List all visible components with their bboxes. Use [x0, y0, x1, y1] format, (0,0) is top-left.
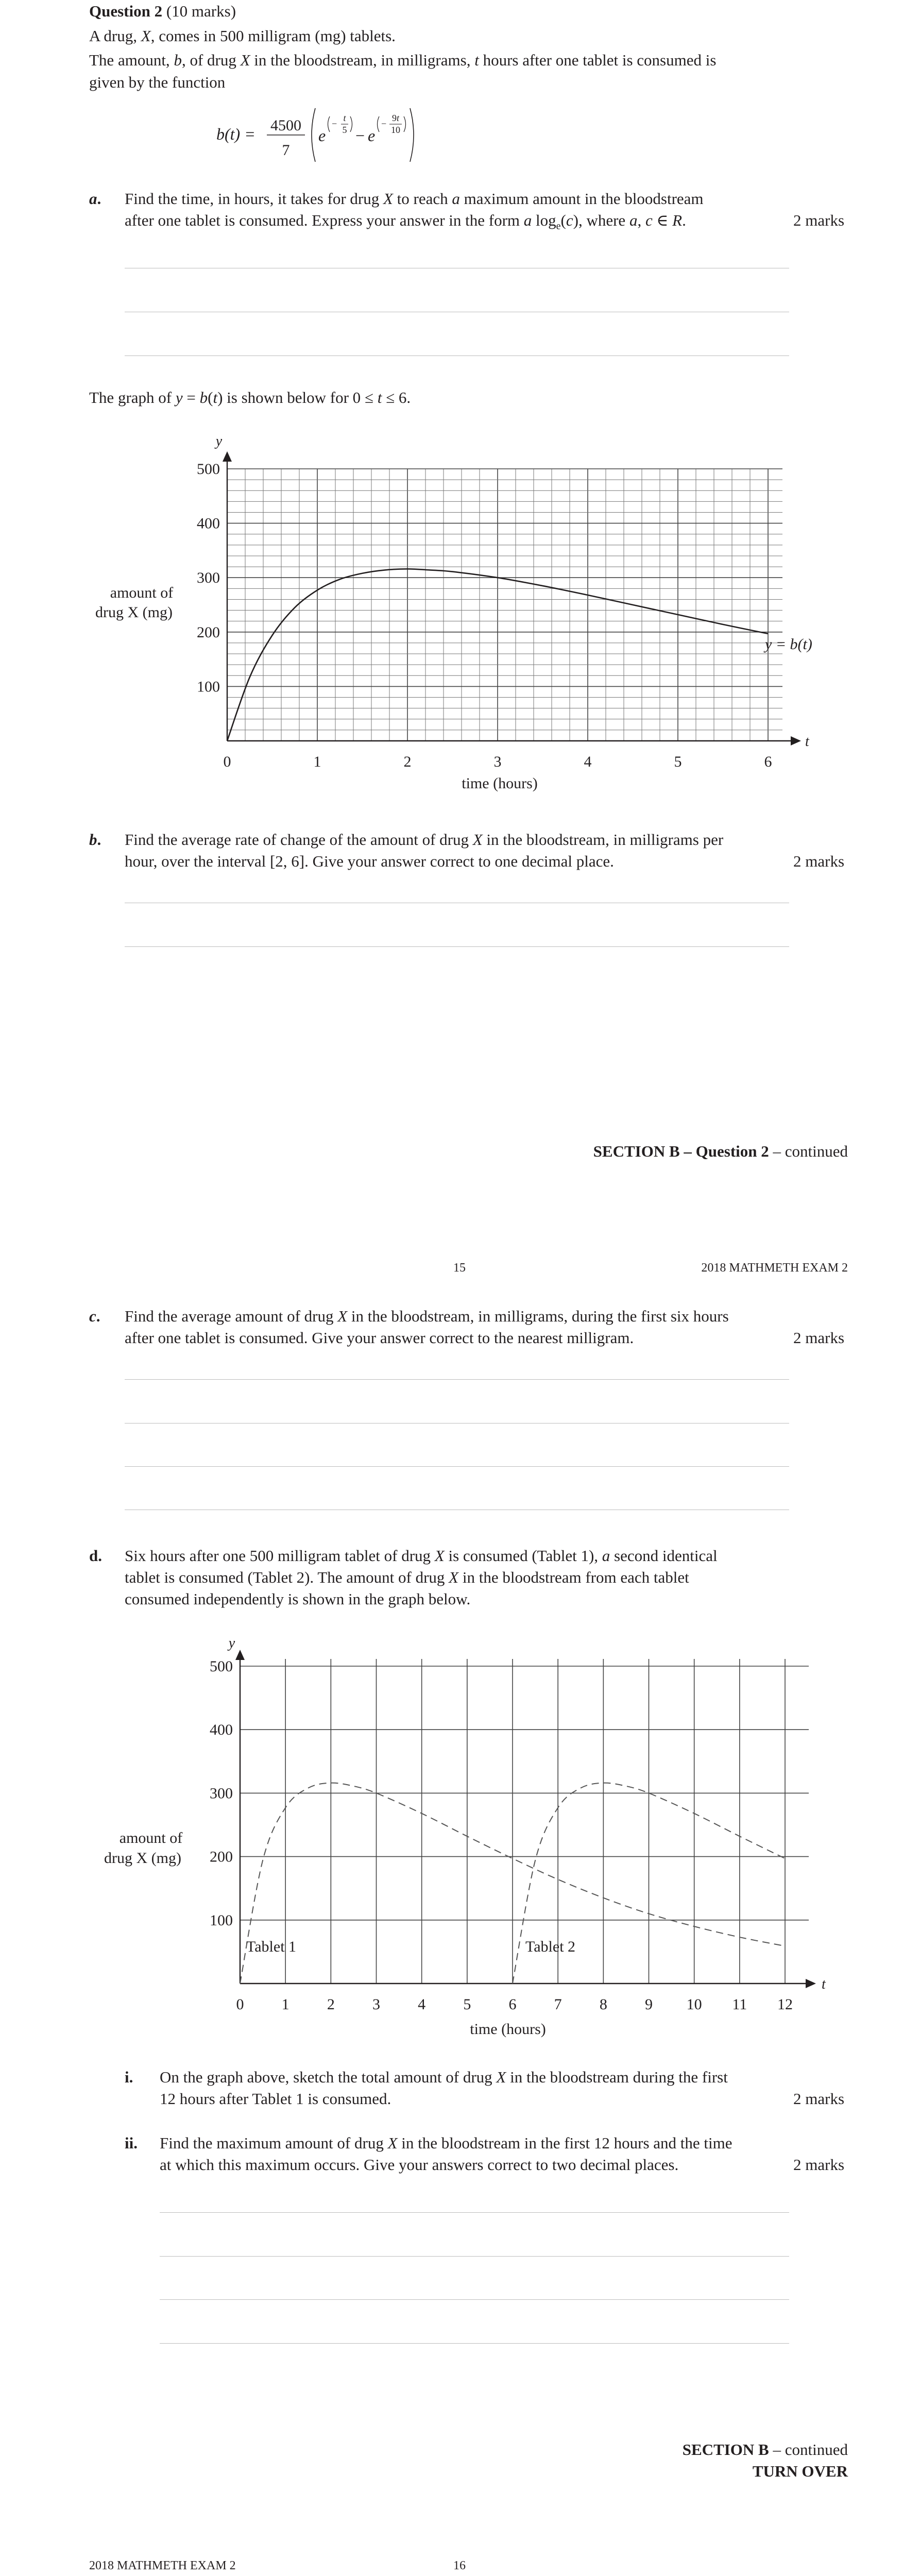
- formula-numerator: 4500: [270, 117, 301, 134]
- x-tick-label: 5: [674, 753, 682, 770]
- function-formula: [216, 101, 433, 168]
- section-continued-1: SECTION B – Question 2 – continued: [593, 1142, 848, 1160]
- graph-caption: The graph of y = b(t) is shown below for 0 ≤ t ≤ 6.: [89, 388, 411, 406]
- part-b-marks: 2 marks: [793, 852, 845, 870]
- intro-line-2: The amount, b, of drug X in the bloodstream, in milligrams, t hours after one tablet is consumed is: [89, 51, 717, 69]
- part-c-marks: 2 marks: [793, 1329, 845, 1347]
- y-axis-arrow-icon: [223, 451, 232, 462]
- x-tick-label: 3: [372, 1996, 380, 2013]
- answer-line[interactable]: [125, 946, 789, 947]
- formula-e2: e: [368, 126, 376, 145]
- formula-denominator: 7: [282, 142, 290, 159]
- t-axis-arrow-icon: [806, 1979, 816, 1988]
- part-a-line-1: Find the time, in hours, it takes for drug X to reach a maximum amount in the bloodstream: [125, 190, 704, 208]
- answer-line[interactable]: [125, 355, 789, 356]
- y-tick-label: 400: [210, 1721, 233, 1739]
- part-d-i-marks: 2 marks: [793, 2090, 845, 2108]
- intro-line-3: given by the function: [89, 73, 226, 91]
- graph-one-grid: [227, 469, 782, 741]
- intro-line-1: A drug, X, comes in 500 milligram (mg) tablets.: [89, 27, 396, 45]
- part-b-line-2: hour, over the interval [2, 6]. Give your answer correct to one decimal place.: [125, 852, 614, 870]
- answer-line[interactable]: [125, 1379, 789, 1380]
- part-d-ii-line-2: at which this maximum occurs. Give your answers correct to two decimal places.: [160, 2156, 679, 2174]
- y-axis-label-line-1: amount of: [110, 584, 174, 601]
- y-tick-label: 500: [210, 1658, 233, 1675]
- part-d-label: d.: [89, 1547, 102, 1565]
- svg-text:10: 10: [391, 125, 400, 135]
- part-d-ii-line-1: Find the maximum amount of drug X in the bloodstream in the first 12 hours and the time: [160, 2134, 732, 2152]
- formula-e1: e: [318, 126, 326, 145]
- x-tick-label: 10: [686, 1996, 702, 2013]
- y-tick-label: 100: [197, 678, 220, 696]
- y-axis-label-line-2: drug X (mg): [95, 604, 173, 621]
- part-d-ii-marks: 2 marks: [793, 2156, 845, 2174]
- graph-two-panel[interactable]: [82, 1633, 834, 2045]
- part-c-label: c.: [89, 1307, 100, 1325]
- svg-text:−: −: [332, 118, 337, 129]
- part-d-i-line-1: On the graph above, sketch the total amount of drug X in the bloodstream during the first: [160, 2068, 728, 2086]
- section-continued-2: SECTION B – continued: [682, 2441, 848, 2459]
- page-number-15: 15: [453, 1261, 466, 1275]
- page-number-16: 16: [453, 2559, 466, 2572]
- question-heading: [89, 1, 236, 22]
- y-axis-label-line-2: drug X (mg): [104, 1850, 181, 1867]
- part-c-line-1: Find the average amount of drug X in the bloodstream, in milligrams, during the first six hours: [125, 1307, 729, 1325]
- y-axis-symbol: y: [228, 1635, 235, 1651]
- turn-over: TURN OVER: [752, 2462, 848, 2480]
- part-a-marks: 2 marks: [793, 211, 845, 229]
- t-axis-arrow-icon: [791, 736, 801, 745]
- part-d-line-3: consumed independently is shown in the graph below.: [125, 1590, 471, 1608]
- part-a-label: a.: [89, 190, 101, 208]
- x-tick-label: 9: [645, 1996, 653, 2013]
- graph-one-axes: [223, 451, 801, 745]
- svg-text:5: 5: [342, 125, 347, 135]
- y-axis-label-line-1: amount of: [119, 1829, 183, 1846]
- x-tick-label: 6: [508, 1996, 517, 2013]
- answer-line[interactable]: [125, 1466, 789, 1467]
- part-b-line-1: Find the average rate of change of the amount of drug X in the bloodstream, in milligrams per: [125, 831, 724, 849]
- svg-text:9t: 9t: [391, 113, 400, 123]
- x-tick-label: 3: [493, 753, 502, 770]
- tablet-1-annotation: Tablet 1: [246, 1938, 297, 1955]
- question-title: Question 2: [89, 2, 163, 20]
- part-d-i-label: i.: [125, 2068, 133, 2086]
- graph-two-axes: [235, 1650, 816, 1988]
- part-d-line-2: tablet is consumed (Tablet 2). The amount of drug X in the bloodstream from each tablet: [125, 1568, 689, 1586]
- part-a-line-2: after one tablet is consumed. Express your answer in the form a $\log_e(c)$, where a, c ∈ R.: [125, 211, 686, 232]
- x-tick-label: 2: [403, 753, 412, 770]
- x-tick-label: 6: [764, 753, 772, 770]
- x-tick-label: 4: [418, 1996, 426, 2013]
- svg-text:t: t: [343, 113, 346, 123]
- tablet-2-annotation: Tablet 2: [525, 1938, 576, 1955]
- y-tick-label: 300: [210, 1785, 233, 1802]
- y-tick-label: 200: [210, 1848, 233, 1866]
- graph-one-tick-labels: [197, 461, 772, 770]
- x-tick-label: 11: [732, 1996, 747, 2013]
- exam-name-bottom: 2018 MATHMETH EXAM 2: [89, 2559, 236, 2572]
- t-axis-symbol: t: [822, 1976, 826, 1992]
- formula-lhs: b(t) =: [216, 125, 255, 143]
- x-tick-label: 5: [463, 1996, 471, 2013]
- x-tick-label: 4: [584, 753, 592, 770]
- part-d-ii-label: ii.: [125, 2134, 138, 2152]
- question-total-marks: (10 marks): [166, 2, 236, 20]
- part-b-label: b.: [89, 831, 101, 849]
- x-tick-label: 1: [313, 753, 321, 770]
- curve-label: y = b(t): [765, 636, 812, 653]
- y-tick-label: 100: [210, 1911, 233, 1929]
- part-c-line-2: after one tablet is consumed. Give your answer correct to the nearest milligram.: [125, 1329, 634, 1347]
- x-axis-label: time (hours): [470, 2021, 546, 2038]
- x-tick-label: 8: [599, 1996, 607, 2013]
- t-axis-symbol: t: [805, 734, 809, 750]
- x-tick-label: 12: [777, 1996, 793, 2013]
- x-tick-label: 7: [554, 1996, 562, 2013]
- y-tick-label: 300: [197, 569, 220, 587]
- graph-one-panel: [82, 433, 834, 804]
- graph-two-grid: [240, 1659, 809, 1984]
- answer-line[interactable]: [160, 2256, 789, 2257]
- y-tick-label: 500: [197, 461, 220, 478]
- x-tick-label: 2: [327, 1996, 335, 2013]
- exam-name-top: 2018 MATHMETH EXAM 2: [701, 1261, 848, 1275]
- formula-minus: −: [355, 126, 365, 145]
- x-tick-label: 0: [236, 1996, 244, 2013]
- part-d-line-1: Six hours after one 500 milligram tablet of drug X is consumed (Tablet 1), a second identical: [125, 1547, 718, 1565]
- y-axis-arrow-icon: [235, 1650, 245, 1660]
- y-tick-label: 400: [197, 515, 220, 532]
- y-tick-label: 200: [197, 623, 220, 641]
- svg-text:−: −: [381, 118, 387, 129]
- graph-two-tick-labels: [210, 1658, 793, 2013]
- x-axis-label: time (hours): [462, 775, 538, 792]
- x-tick-label: 0: [223, 753, 231, 770]
- answer-line[interactable]: [160, 2212, 789, 2213]
- part-d-i-line-2: 12 hours after Tablet 1 is consumed.: [160, 2090, 391, 2108]
- x-tick-label: 1: [281, 1996, 289, 2013]
- answer-line[interactable]: [160, 2343, 789, 2344]
- answer-line[interactable]: [160, 2299, 789, 2300]
- y-axis-symbol: y: [215, 433, 223, 449]
